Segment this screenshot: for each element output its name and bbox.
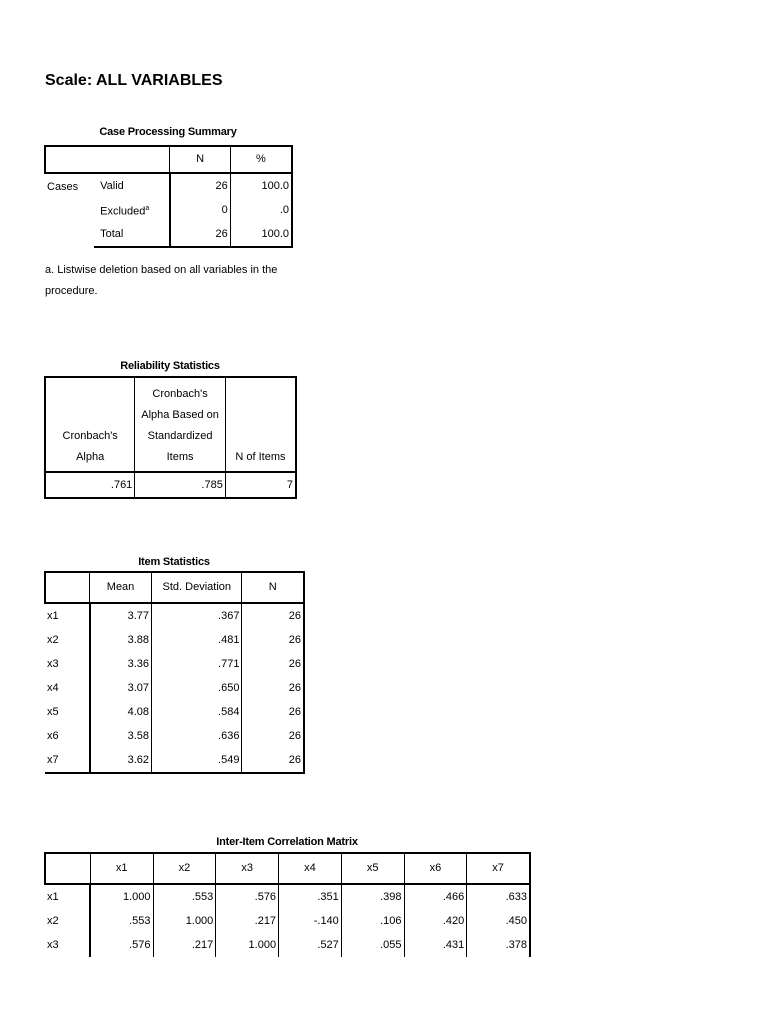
row-label-total: Total [94,222,170,247]
cell-correlation: .466 [404,884,467,909]
cell-sd: .771 [152,652,242,676]
item-stats-table [44,571,305,774]
row-label: x6 [47,729,59,742]
cell-correlation: .351 [279,884,342,909]
reliability-table [44,376,297,499]
cell-correlation: .217 [216,909,279,933]
cell-correlation: -.140 [279,909,342,933]
cell-correlation: .106 [341,909,404,933]
cell-correlation: .217 [153,933,216,957]
col-header: x2 [153,853,216,884]
cell-n-items: 7 [225,472,296,498]
cell-n: 26 [242,603,304,628]
table-row [45,700,304,724]
footnote: a. Listwise deletion based on all variables in the procedure. [45,264,278,297]
cell-n: 26 [242,628,304,652]
cell-n: 26 [242,724,304,748]
col-header-sd: Std. Deviation [152,572,242,603]
cell-correlation: 1.000 [216,933,279,957]
col-header-n: N [170,146,230,173]
col-header: x3 [216,853,279,884]
cell-correlation: .431 [404,933,467,957]
col-header: x7 [467,853,530,884]
cell-correlation: .576 [90,933,153,957]
cell-correlation: .378 [467,933,530,957]
row-label: x5 [47,705,59,718]
cell-sd: .584 [152,700,242,724]
cell-mean: 3.88 [90,628,152,652]
cell-total-pct: 100.0 [230,222,292,247]
corr-matrix-table [44,852,531,957]
cell-correlation: .527 [279,933,342,957]
col-header-pct: % [230,146,292,173]
table-row [45,884,530,909]
row-label: x1 [47,609,59,622]
cell-sd: .636 [152,724,242,748]
table-row [45,933,530,957]
row-group-label: Cases [47,181,79,193]
table-row [45,724,304,748]
cell-n: 26 [242,676,304,700]
row-label: x2 [47,914,59,927]
row-label: x2 [47,633,59,646]
cell-mean: 3.77 [90,603,152,628]
footnote-marker: a [145,204,150,212]
cell-total-n: 26 [170,222,230,247]
row-label-valid: Valid [100,179,124,192]
cell-correlation: .450 [467,909,530,933]
corner-cell [45,853,90,884]
table-row [45,628,304,652]
cell-alpha-std: .785 [135,472,226,498]
cell-excluded-n: 0 [170,198,230,222]
row-label: x3 [47,657,59,670]
col-header-alpha: Cronbach's Alpha [45,377,135,472]
case-processing-table [44,145,293,248]
cell-n: 26 [242,700,304,724]
col-header: x4 [279,853,342,884]
cell-excluded-pct: .0 [230,198,292,222]
cell-correlation: .553 [90,909,153,933]
row-label: x7 [45,748,90,773]
cell-correlation: .553 [153,884,216,909]
corr-matrix-title: Inter-Item Correlation Matrix [216,836,358,848]
row-label: x3 [47,938,59,951]
cell-sd: .549 [152,748,242,773]
reliability-title: Reliability Statistics [120,360,220,372]
col-header-n-items: N of Items [225,377,296,472]
cell-mean: 3.07 [90,676,152,700]
cell-n: 26 [242,748,304,773]
cell-correlation: 1.000 [90,884,153,909]
col-header: x1 [90,853,153,884]
cell-valid-n: 26 [170,173,230,198]
cell-mean: 3.58 [90,724,152,748]
item-stats-title: Item Statistics [138,556,210,568]
cell-valid-pct: 100.0 [230,173,292,198]
cell-correlation: .055 [341,933,404,957]
cell-correlation: .633 [467,884,530,909]
cell-sd: .650 [152,676,242,700]
row-label: x1 [47,890,59,903]
cell-mean: 3.36 [90,652,152,676]
corner-cell [45,146,170,173]
corner-cell [45,572,90,603]
col-header-alpha-std: Cronbach's Alpha Based on Standardized Items [135,377,226,472]
cell-correlation: 1.000 [153,909,216,933]
col-header-n: N [242,572,304,603]
row-label: x4 [47,681,59,694]
cell-correlation: .576 [216,884,279,909]
table-row [45,676,304,700]
table-row [45,652,304,676]
cell-alpha: .761 [45,472,135,498]
cell-sd: .481 [152,628,242,652]
table-row [45,748,304,773]
col-header: x6 [404,853,467,884]
table-row [45,909,530,933]
cell-correlation: .420 [404,909,467,933]
table-row [45,603,304,628]
cell-correlation: .398 [341,884,404,909]
col-header-mean: Mean [90,572,152,603]
scale-heading: Scale: ALL VARIABLES [45,72,223,89]
cell-sd: .367 [152,603,242,628]
cell-n: 26 [242,652,304,676]
cell-mean: 4.08 [90,700,152,724]
col-header: x5 [341,853,404,884]
row-label-excluded: Excluded$^a$ [100,204,150,218]
case-processing-title: Case Processing Summary [99,126,237,138]
cell-mean: 3.62 [90,748,152,773]
